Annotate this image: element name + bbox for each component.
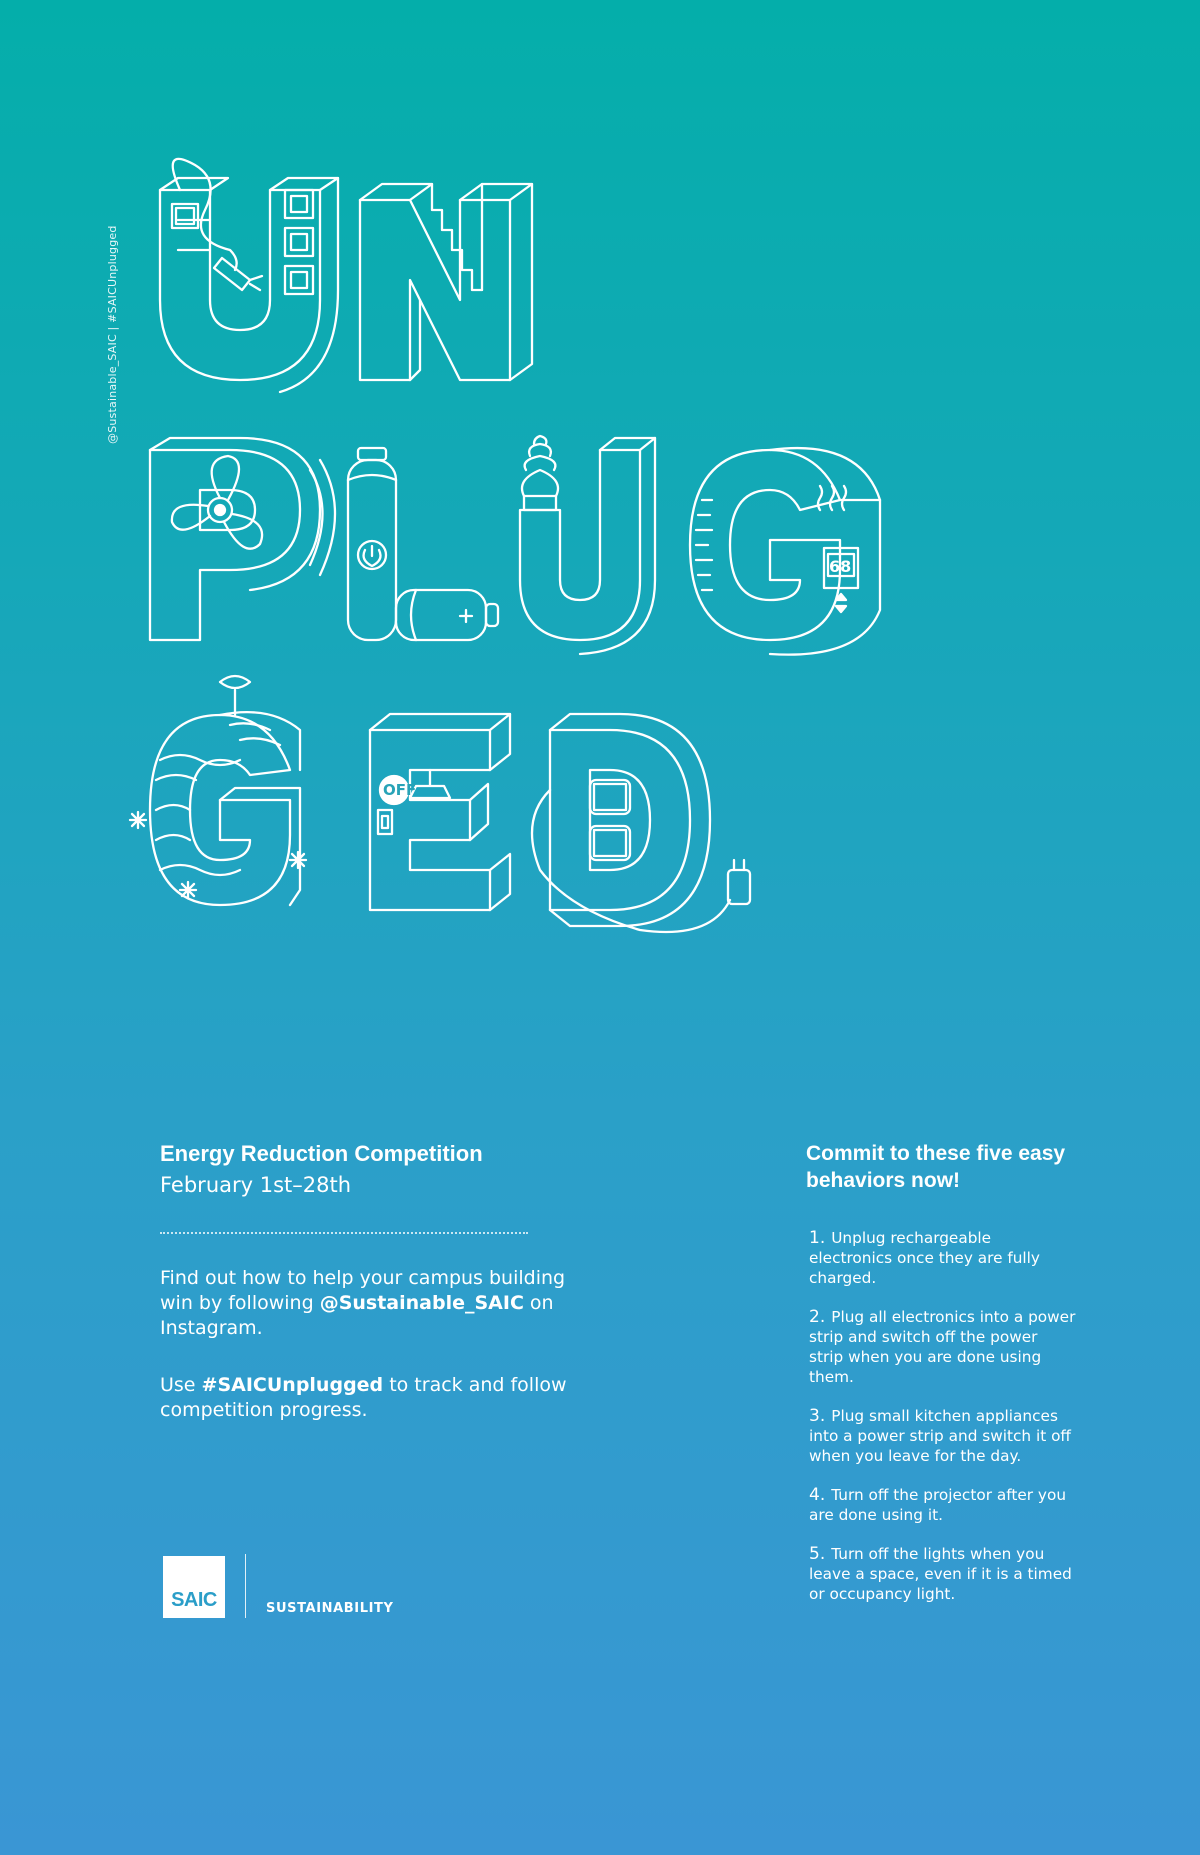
item-number: 2.: [809, 1307, 826, 1327]
commit-title: Commit to these five easy behaviors now!: [806, 1142, 1066, 1192]
letter-d-outlets: [532, 714, 750, 932]
logo-divider: [245, 1554, 246, 1618]
competition-paragraph-2: [160, 1373, 580, 1423]
commit-behaviors: [806, 1140, 1076, 1623]
logo-label: SUSTAINABILITY: [266, 1601, 394, 1616]
saic-logo: SAIC: [163, 1556, 225, 1618]
item-text: Turn off the projector after you are done using it.: [809, 1486, 1067, 1524]
hashtag: #SAICUnplugged: [201, 1374, 384, 1396]
lettering-svg: [120, 170, 1080, 1090]
para2-text-b: to track and follow competition progress.: [160, 1374, 567, 1421]
item-number: 3.: [809, 1406, 826, 1426]
list-item: [809, 1406, 1076, 1466]
instagram-handle: @Sustainable_SAIC: [319, 1292, 524, 1314]
item-number: 5.: [809, 1544, 826, 1564]
behaviors-list: [809, 1228, 1076, 1604]
competition-title: Energy Reduction Competition: [160, 1141, 483, 1166]
dotted-divider: [160, 1232, 528, 1234]
list-item: [809, 1544, 1076, 1604]
para1-text-b: on Instagram.: [160, 1292, 554, 1339]
letter-u-power-strip: [160, 159, 338, 392]
item-number: 1.: [809, 1228, 826, 1248]
saic-logo-lockup: [163, 1554, 394, 1618]
letter-p-fan: [150, 438, 335, 640]
competition-paragraph-1: [160, 1266, 580, 1341]
item-number: 4.: [809, 1485, 826, 1505]
list-item: [809, 1485, 1076, 1525]
item-text: Turn off the lights when you leave a space, even if it is a timed or occupancy light.: [809, 1545, 1072, 1603]
competition-dates: February 1st–28th: [160, 1173, 352, 1197]
letter-g-thermostat: [690, 448, 880, 655]
unplugged-lettering-illustration: [120, 170, 1080, 1090]
para1-text-a: Find out how to help your campus building win by following: [160, 1267, 566, 1314]
letter-u-bulb: [520, 436, 655, 654]
side-handle-text: @Sustainable_SAIC | #SAICUnplugged: [106, 225, 119, 444]
letter-l-battery: [348, 448, 498, 640]
list-item: [809, 1307, 1076, 1387]
thermostat-reading: 68: [829, 557, 852, 576]
letter-g-wavy: [130, 676, 306, 905]
para2-text-a: Use: [160, 1374, 202, 1396]
item-text: Unplug rechargeable electronics once they are fully charged.: [809, 1229, 1040, 1287]
list-item: [809, 1228, 1076, 1288]
letter-e-switch-lamp: [370, 714, 510, 910]
competition-info: [160, 1140, 580, 1423]
svg-text:OFF: OFF: [383, 781, 417, 799]
item-text: Plug small kitchen appliances into a power strip and switch it off when you leave for the day.: [809, 1407, 1071, 1465]
item-text: Plug all electronics into a power strip and switch off the power strip when you are done using them.: [809, 1308, 1076, 1386]
letter-n-stairs: [360, 184, 532, 380]
